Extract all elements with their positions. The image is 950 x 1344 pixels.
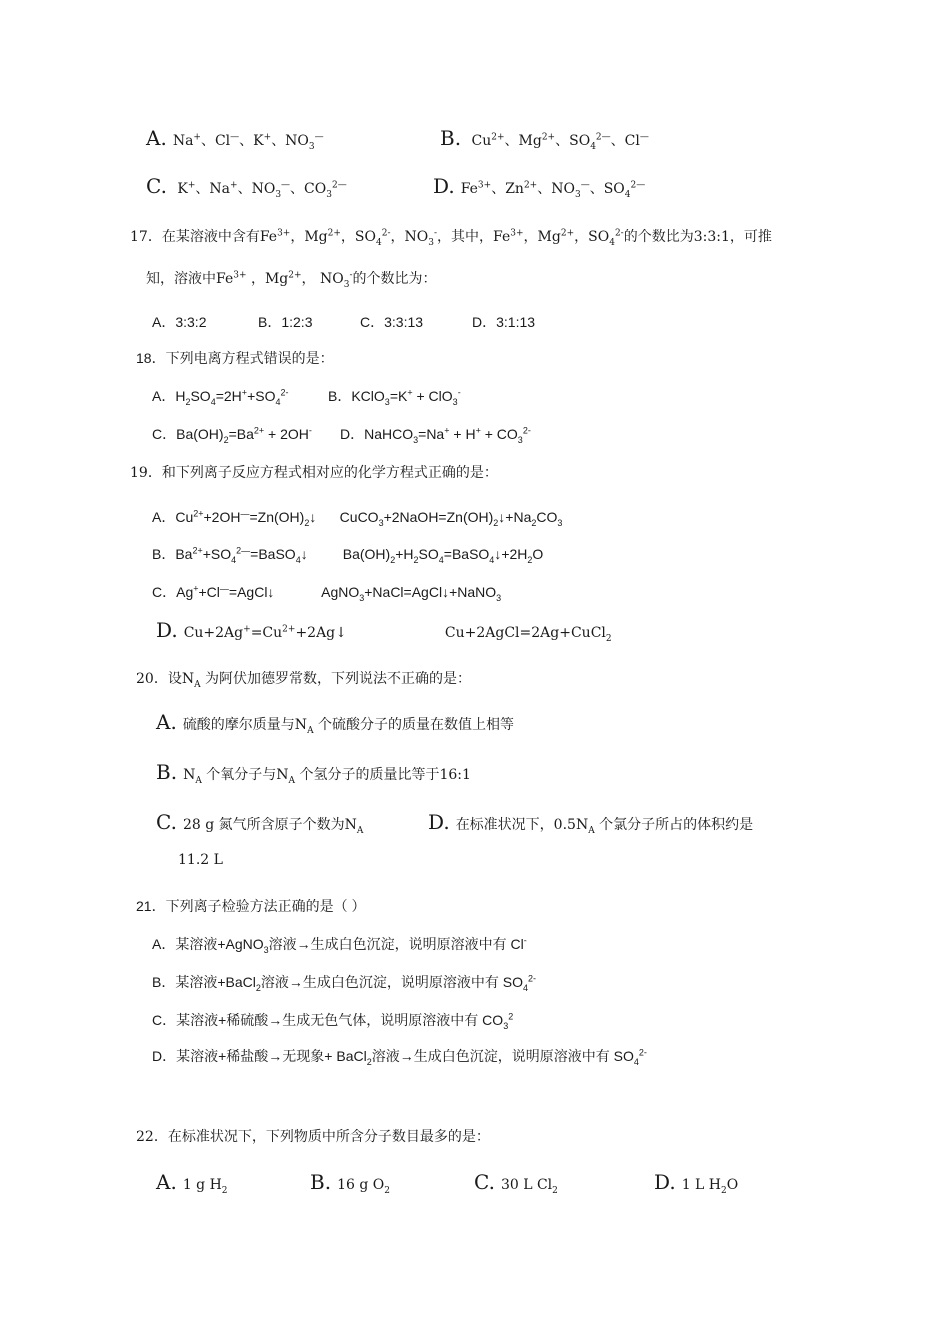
q21-option-b: B．某溶液+BaCl$_2$溶液→生成白色沉淀，说明原溶液中有 $SO_4^{2-}$ (152, 973, 537, 993)
q20-option-d: D. 在标准状况下，$0.5N_A$ 个氯分子所占的体积约是 (428, 810, 754, 836)
q17-option-a: A．3:3:2 (152, 314, 207, 330)
q21-option-a: A．某溶液+AgNO$_3$溶液→生成白色沉淀，说明原溶液中有 Cl- (152, 935, 527, 955)
q22-option-d: D. 1 L $H_2O$ (654, 1170, 739, 1196)
q20-option-a: A. 硫酸的摩尔质量与$N_A$ 个硫酸分子的质量在数值上相等 (156, 710, 515, 736)
q20-stem: 20．设$N_A$ 为阿伏加德罗常数，下列说法不正确的是： (136, 671, 472, 690)
q18-option-b: B．KClO$_3$=K+ + ClO$_3$- (328, 387, 461, 407)
q17-option-c: C．3:3:13 (360, 314, 424, 330)
q21-stem: 21．下列离子检验方法正确的是（ ） (136, 898, 366, 914)
q16-option-b: B. $Cu^{2+}$、$Mg^{2+}$、$SO_4^{2—}$、Cl— (440, 126, 649, 152)
q22-stem: 22．在标准状况下，下列物质中所含分子数目最多的是： (136, 1129, 490, 1145)
q19-option-b: B．$Ba^{2+}+SO_4^{2—}=BaSO_4↓$ $Ba(OH)_2+H_2SO_4=BaSO_4↓+2H_2O$ (152, 545, 544, 565)
q17-option-b: B．1:2:3 (258, 314, 313, 330)
q19-stem: 19．和下列离子反应方程式相对应的化学方程式正确的是： (130, 465, 498, 481)
q17-option-d: D．3:1:13 (472, 314, 536, 330)
q18-stem: 18．下列电离方程式错误的是： (136, 350, 334, 366)
q21-option-c: C．某溶液+稀硫酸→生成无色气体，说明原溶液中有 $CO_3^2$ (152, 1011, 514, 1031)
q20-option-d-cont: 11.2 L (178, 852, 223, 868)
q22-option-b: B. 16 g $O_2$ (310, 1170, 390, 1196)
q19-option-d: D. $Cu+2Ag^+=Cu^{2+}+2Ag↓$ Cu+2AgCl=2Ag+CuCl$_2$ (156, 618, 612, 644)
q20-option-b: B. $N_A$ 个氧分子与$N_A$ 个氢分子的质量比等于16:1 (156, 760, 471, 786)
q16-option-d: D. $Fe^{3+}$、$Zn^{2+}$、$NO_3^—$、$SO_4^{2—}$ (433, 174, 646, 200)
q20-option-c: C. 28 g 氮气所含原子个数为$N_A$ (156, 810, 364, 836)
q18-option-a: A．$H_2SO_4=2H^++SO_4^{2-}$ (152, 387, 289, 407)
q19-option-c: C．Ag++Cl—=AgCl↓ AgNO$_3$+NaCl=AgCl↓+NaNO$_3$ (152, 583, 502, 603)
q19-option-a: A．$Cu^{2+}+2OH^—=Zn(OH)_2↓$ $CuCO_3+2NaOH=Zn(OH)_2↓+Na_2CO_3$ (152, 508, 563, 528)
q17-stem-cont: 知，溶液中$Fe^{3+}$ ，$Mg^{2+}$， $NO_3^-$的个数比为： (146, 270, 437, 290)
q22-option-c: C. 30 L $Cl_2$ (474, 1170, 558, 1196)
q22-option-a: A. 1 g $H_2$ (156, 1170, 228, 1196)
q17-stem: 17．在某溶液中含有$Fe^{3+}$，$Mg^{2+}$，$SO_4^{2-}$，$NO_3^-$，其中，$Fe^{3+}$，$Mg^{2+}$，$SO_4^{2-}$的个数比为3:3:1，可推 (130, 228, 772, 248)
q21-option-d: D．某溶液+稀盐酸→无现象+ BaCl$_2$溶液→生成白色沉淀，说明原溶液中有 $SO_4^{2-}$ (152, 1047, 647, 1067)
q18-option-c: C．$Ba(OH)_2=Ba^{2+} + 2OH^-$ (152, 425, 312, 445)
q18-option-d: D．NaHCO$_3$=Na+ + $H^+ + CO_3^{2-}$ (340, 425, 531, 445)
q16-option-a: A. Na+、Cl—、K+、$NO_3^—$ (146, 126, 324, 152)
q16-option-c: C. K+、Na+、$NO_3^—$、$CO_3^{2—}$ (146, 174, 347, 200)
